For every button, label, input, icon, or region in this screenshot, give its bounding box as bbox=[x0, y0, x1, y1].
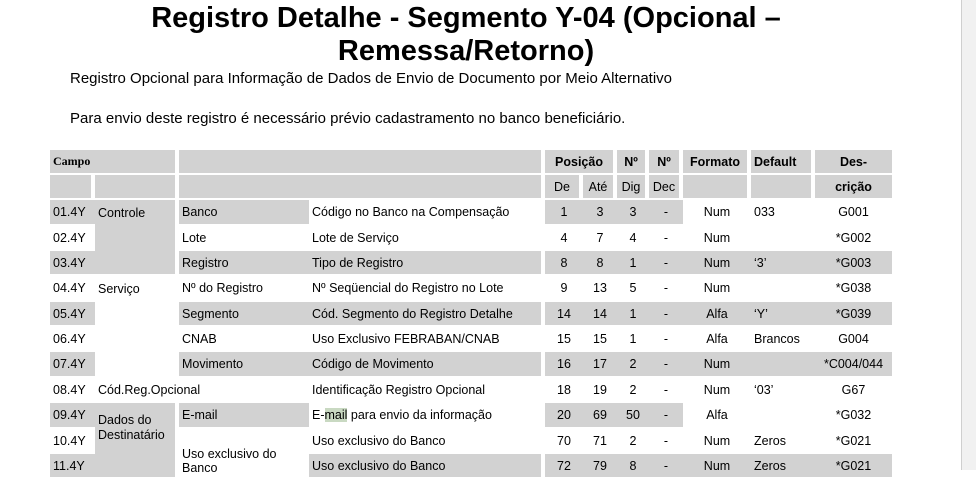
table-row: 07.4Y Movimento Código de Movimento 16 17 2 - Num *C004/044 bbox=[50, 352, 892, 378]
header-ate: Até bbox=[583, 175, 617, 200]
header-default: Default bbox=[751, 150, 815, 175]
table-row: 06.4Y CNAB Uso Exclusivo FEBRABAN/CNAB 15 15 1 - Alfa Brancos G004 bbox=[50, 327, 892, 352]
header-dig-no: Nº bbox=[617, 150, 649, 175]
header-dec: Dec bbox=[649, 175, 683, 200]
highlight-mark: mail bbox=[324, 408, 348, 422]
header-row-1 bbox=[50, 150, 892, 175]
table-row: 03.4Y Registro Tipo de Registro 8 8 1 - Num ‘3’ *G003 bbox=[50, 251, 892, 276]
group-controle: Controle bbox=[95, 200, 179, 276]
table-row: 10.4Y Uso exclusivo do Banco Uso exclusivo do Banco 70 71 2 - Num Zeros *G021 bbox=[50, 429, 892, 454]
vertical-scrollbar[interactable] bbox=[961, 0, 976, 470]
header-dec-no: Nº bbox=[649, 150, 683, 175]
page-title: Registro Detalhe - Segmento Y-04 (Opcional – Remessa/Retorno) bbox=[151, 2, 781, 67]
note-text: Para envio deste registro é necessário prévio cadastramento no banco beneficiário. bbox=[70, 110, 626, 127]
table-row: 09.4Y Dados do Destinatário E-mail E-mail para envio da informação 20 69 50 - Alfa *G032 bbox=[50, 403, 892, 429]
table-row: 04.4Y Serviço Nº do Registro Nº Seqüencial do Registro no Lote 9 13 5 - Num *G038 bbox=[50, 276, 892, 302]
header-dig: Dig bbox=[617, 175, 649, 200]
table-row: 05.4Y Segmento Cód. Segmento do Registro Detalhe 14 14 1 - Alfa ‘Y’ *G039 bbox=[50, 302, 892, 327]
table-row: 08.4Y Cód.Reg.Opcional Identificação Registro Opcional 18 19 2 - Num ‘03’ G67 bbox=[50, 378, 892, 403]
header-campo: Campo bbox=[50, 150, 179, 175]
header-blank bbox=[179, 150, 545, 175]
header-descricao-2: crição bbox=[815, 175, 892, 200]
group-cod-reg: Cód.Reg.Opcional bbox=[95, 378, 309, 403]
header-descricao-1: Des- bbox=[815, 150, 892, 175]
header-row-2 bbox=[50, 175, 892, 200]
group-servico: Serviço bbox=[95, 276, 179, 378]
record-layout-table bbox=[50, 150, 892, 479]
header-posicao: Posição bbox=[545, 150, 617, 175]
table-row: 11.4Y Uso exclusivo do Banco 72 79 8 - Num Zeros *G021 bbox=[50, 454, 892, 479]
group-dados-destinatario: Dados do Destinatário bbox=[95, 403, 179, 479]
header-de: De bbox=[545, 175, 583, 200]
header-formato: Formato bbox=[683, 150, 751, 175]
intro-text: Registro Opcional para Informação de Dados de Envio de Documento por Meio Alternativo bbox=[70, 70, 672, 87]
table-row: 01.4Y Controle Banco Código no Banco na Compensação 1 3 3 - Num 033 G001 bbox=[50, 200, 892, 226]
table-row: 02.4Y Lote Lote de Serviço 4 7 4 - Num *G002 bbox=[50, 226, 892, 251]
